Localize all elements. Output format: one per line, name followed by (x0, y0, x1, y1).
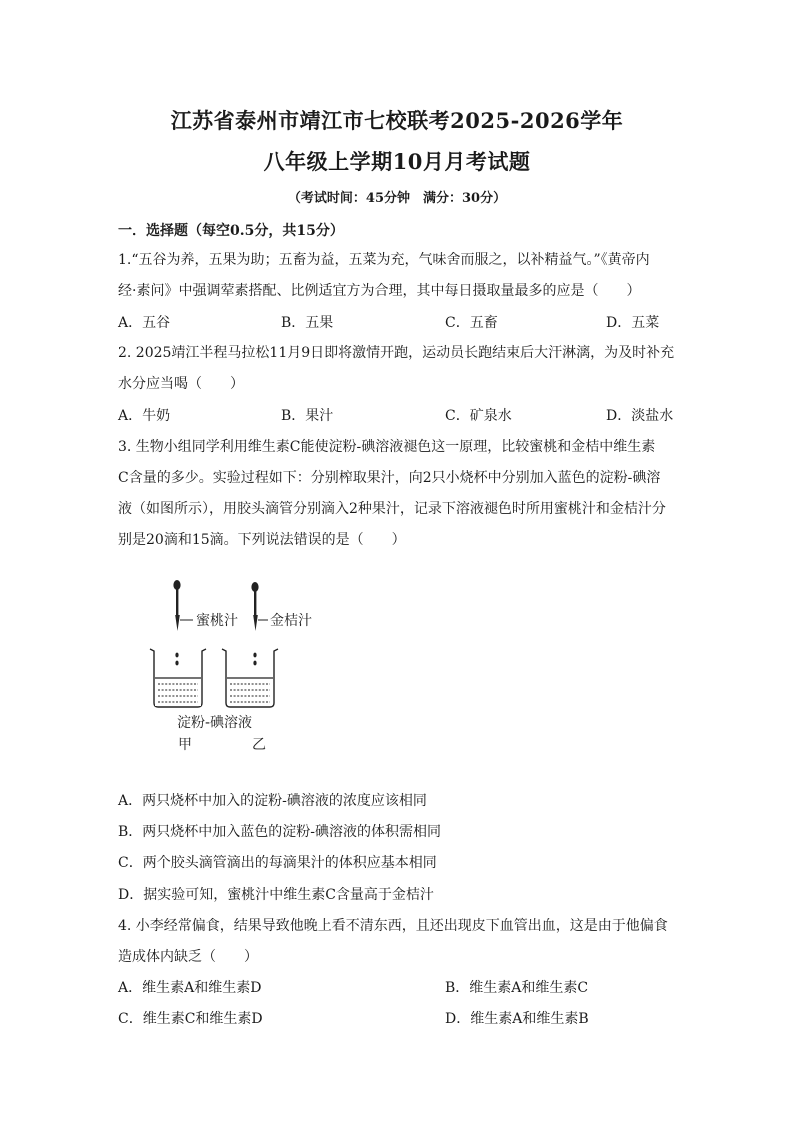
q3-text-line2: C含量的多少。实验过程如下：分别榨取果汁，向2只小烧杯中分别加入蓝色的淀粉-碘溶 (118, 470, 661, 486)
beaker-jia (150, 649, 206, 707)
q4-options-row1 (118, 977, 678, 997)
q1-option-b[interactable]: B．五果 (281, 315, 334, 331)
label-jia: 甲 (178, 737, 192, 753)
q2-text-line1: 2. 2025靖江半程马拉松11月9日即将激情开跑，运动员长跑结束后大汗淋漓，为及时补充 (118, 345, 675, 361)
q3-option-d[interactable]: D．据实验可知，蜜桃汁中维生素C含量高于金桔汁 (118, 887, 434, 903)
q2-text-line2: 水分应当喝（ ） (118, 376, 244, 392)
q4-option-c[interactable]: C．维生素C和维生素D (118, 1011, 263, 1027)
q4-option-a[interactable]: A．维生素A和维生素D (118, 980, 262, 996)
q2-option-d[interactable]: D．淡盐水 (606, 408, 674, 424)
label-kumquat-juice: 金桔汁 (270, 613, 312, 629)
q2-options (118, 405, 678, 425)
q1-option-c[interactable]: C．五畜 (445, 315, 498, 331)
q3-text-line4: 别是20滴和15滴。下列说法错误的是（ ） (118, 532, 406, 548)
q3-text-line1: 3. 生物小组同学利用维生素C能使淀粉-碘溶液褪色这一原理，比较蜜桃和金桔中维生素 (118, 439, 656, 455)
q1-options (118, 312, 678, 332)
q3-option-c[interactable]: C．两个胶头滴管滴出的每滴果汁的体积应基本相同 (118, 855, 437, 871)
q1-option-a[interactable]: A．五谷 (118, 315, 171, 331)
q1-text-line2: 经·素问》中强调荤素搭配、比例适宜方为合理，其中每日摄取量最多的应是（ ） (118, 283, 641, 299)
q4-option-d[interactable]: D．维生素A和维生素B (445, 1011, 589, 1027)
label-peach-juice: 蜜桃汁 (196, 613, 238, 629)
exam-title-line1: 江苏省泰州市靖江市七校联考2025-2026学年 (170, 108, 624, 133)
q1-text-line1: 1.“五谷为养，五果为助；五畜为益，五菜为充，气味舍而服之，以补精益气。”《黄帝内 (118, 252, 650, 268)
q2-option-b[interactable]: B．果汁 (281, 408, 334, 424)
section-heading: 一．选择题（每空0.5分，共15分） (118, 223, 344, 239)
exam-title-line2: 八年级上学期10月月考试题 (263, 149, 531, 174)
label-yi: 乙 (252, 737, 266, 753)
experiment-figure (140, 575, 340, 755)
exam-info: （考试时间：45分钟 满分：30分） (287, 191, 507, 206)
q3-text-line3: 液（如图所示），用胶头滴管分别滴入2种果汁，记录下溶液褪色时所用蜜桃汁和金桔汁分 (118, 501, 666, 517)
q4-option-b[interactable]: B．维生素A和维生素C (445, 980, 589, 996)
beaker-yi (222, 649, 278, 707)
q3-option-b[interactable]: B．两只烧杯中加入蓝色的淀粉-碘溶液的体积需相同 (118, 824, 442, 840)
q4-text-line2: 造成体内缺乏（ ） (118, 949, 258, 965)
q2-option-c[interactable]: C．矿泉水 (445, 408, 512, 424)
q4-options-row2 (118, 1008, 678, 1028)
q1-option-d[interactable]: D．五菜 (606, 315, 660, 331)
label-starch-iodine: 淀粉-碘溶液 (177, 715, 253, 731)
dropper-peach (173, 580, 180, 631)
q2-option-a[interactable]: A．牛奶 (118, 408, 171, 424)
q4-text-line1: 4. 小李经常偏食，结果导致他晚上看不清东西，且还出现皮下血管出血，这是由于他偏食 (118, 918, 668, 934)
q3-option-a[interactable]: A．两只烧杯中加入的淀粉-碘溶液的浓度应该相同 (118, 793, 427, 809)
dropper-kumquat (251, 582, 258, 631)
